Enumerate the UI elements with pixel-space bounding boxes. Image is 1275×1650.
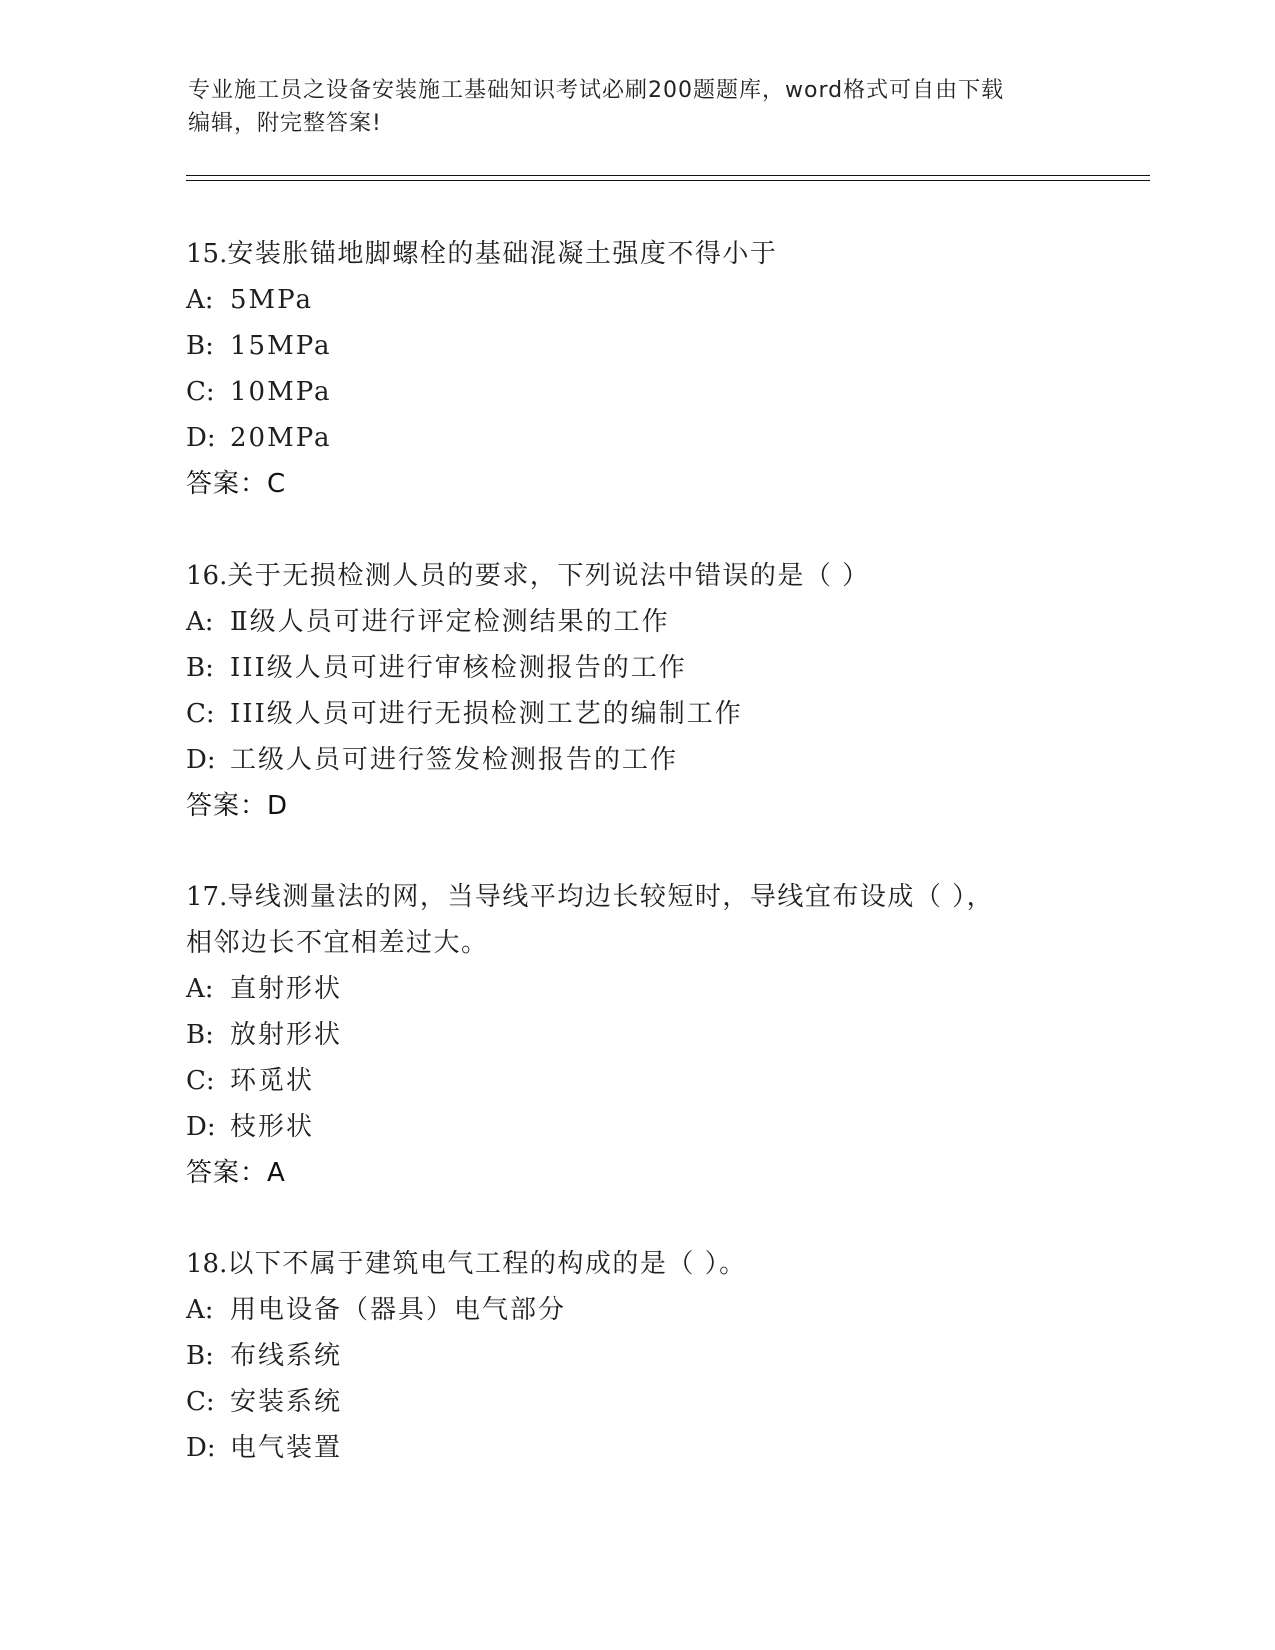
option-a	[186, 966, 1146, 1012]
option-key: C:	[186, 377, 215, 407]
answer-line: 答案：D	[186, 791, 289, 821]
option-a	[186, 599, 1146, 645]
option-key: B:	[186, 1020, 214, 1050]
question-16	[186, 553, 1146, 829]
option-d	[186, 415, 1146, 461]
answer-line: 答案：C	[186, 469, 287, 499]
option-text: 10MPa	[230, 377, 332, 407]
option-text: Ⅱ级人员可进行评定检测结果的工作	[230, 607, 670, 637]
option-key: B:	[186, 653, 214, 683]
question-15	[186, 231, 1146, 507]
question-text: 以下不属于建筑电气工程的构成的是（ ）。	[227, 1249, 747, 1279]
question-number: 18.	[186, 1249, 228, 1279]
header-rule-top	[186, 175, 1150, 176]
option-d	[186, 737, 1146, 783]
option-text: 20MPa	[230, 423, 332, 453]
question-stem-continued	[186, 920, 1146, 966]
question-18	[186, 1241, 1146, 1471]
option-c	[186, 1379, 1146, 1425]
option-text: 布线系统	[230, 1341, 343, 1371]
question-number: 17.	[186, 882, 228, 912]
option-b	[186, 645, 1146, 691]
option-text: 环觅状	[230, 1066, 315, 1096]
option-key: B:	[186, 1341, 214, 1371]
option-text: 直射形状	[230, 974, 343, 1004]
option-text: 5MPa	[230, 285, 313, 315]
option-key: B:	[186, 331, 214, 361]
option-text: 工级人员可进行签发检测报告的工作	[230, 745, 679, 775]
question-number: 16.	[186, 561, 228, 591]
option-c	[186, 691, 1146, 737]
option-b	[186, 323, 1146, 369]
question-stem	[186, 874, 1146, 920]
option-text: 枝形状	[230, 1112, 315, 1142]
option-d	[186, 1104, 1146, 1150]
option-key: D:	[186, 423, 216, 453]
option-c	[186, 1058, 1146, 1104]
option-key: D:	[186, 745, 216, 775]
option-c	[186, 369, 1146, 415]
question-stem	[186, 553, 1146, 599]
option-text: 用电设备（器具）电气部分	[230, 1295, 567, 1325]
option-d	[186, 1425, 1146, 1471]
question-stem	[186, 1241, 1146, 1287]
option-text: 放射形状	[230, 1020, 343, 1050]
option-text: 15MPa	[230, 331, 332, 361]
question-text: 安装胀锚地脚螺栓的基础混凝土强度不得小于	[227, 239, 778, 269]
header-rule-bottom	[186, 180, 1150, 181]
answer-line: 答案：A	[186, 1158, 286, 1188]
option-b	[186, 1333, 1146, 1379]
option-key: D:	[186, 1433, 216, 1463]
document-header	[188, 74, 1088, 140]
question-number: 15.	[186, 239, 228, 269]
question-text: 相邻边长不宜相差过大。	[186, 928, 489, 958]
question-text: 导线测量法的网，当导线平均边长较短时，导线宜布设成（ ），	[227, 882, 995, 912]
option-a	[186, 277, 1146, 323]
question-stem	[186, 231, 1146, 277]
option-text: III级人员可进行无损检测工艺的编制工作	[230, 699, 743, 729]
question-17	[186, 874, 1146, 1196]
option-key: C:	[186, 1066, 215, 1096]
option-key: A:	[186, 285, 214, 315]
question-text: 关于无损检测人员的要求，下列说法中错误的是（ ）	[227, 561, 870, 591]
option-key: C:	[186, 699, 215, 729]
header-line-1: 专业施工员之设备安装施工基础知识考试必刷200题题库，word格式可自由下载	[188, 78, 1005, 103]
option-text: 电气装置	[230, 1433, 343, 1463]
option-key: C:	[186, 1387, 215, 1417]
option-key: A:	[186, 974, 214, 1004]
option-key: D:	[186, 1112, 216, 1142]
option-text: 安装系统	[230, 1387, 343, 1417]
option-key: A:	[186, 607, 214, 637]
option-b	[186, 1012, 1146, 1058]
option-text: III级人员可进行审核检测报告的工作	[230, 653, 687, 683]
header-line-2: 编辑，附完整答案!	[188, 111, 382, 136]
option-key: A:	[186, 1295, 214, 1325]
option-a	[186, 1287, 1146, 1333]
